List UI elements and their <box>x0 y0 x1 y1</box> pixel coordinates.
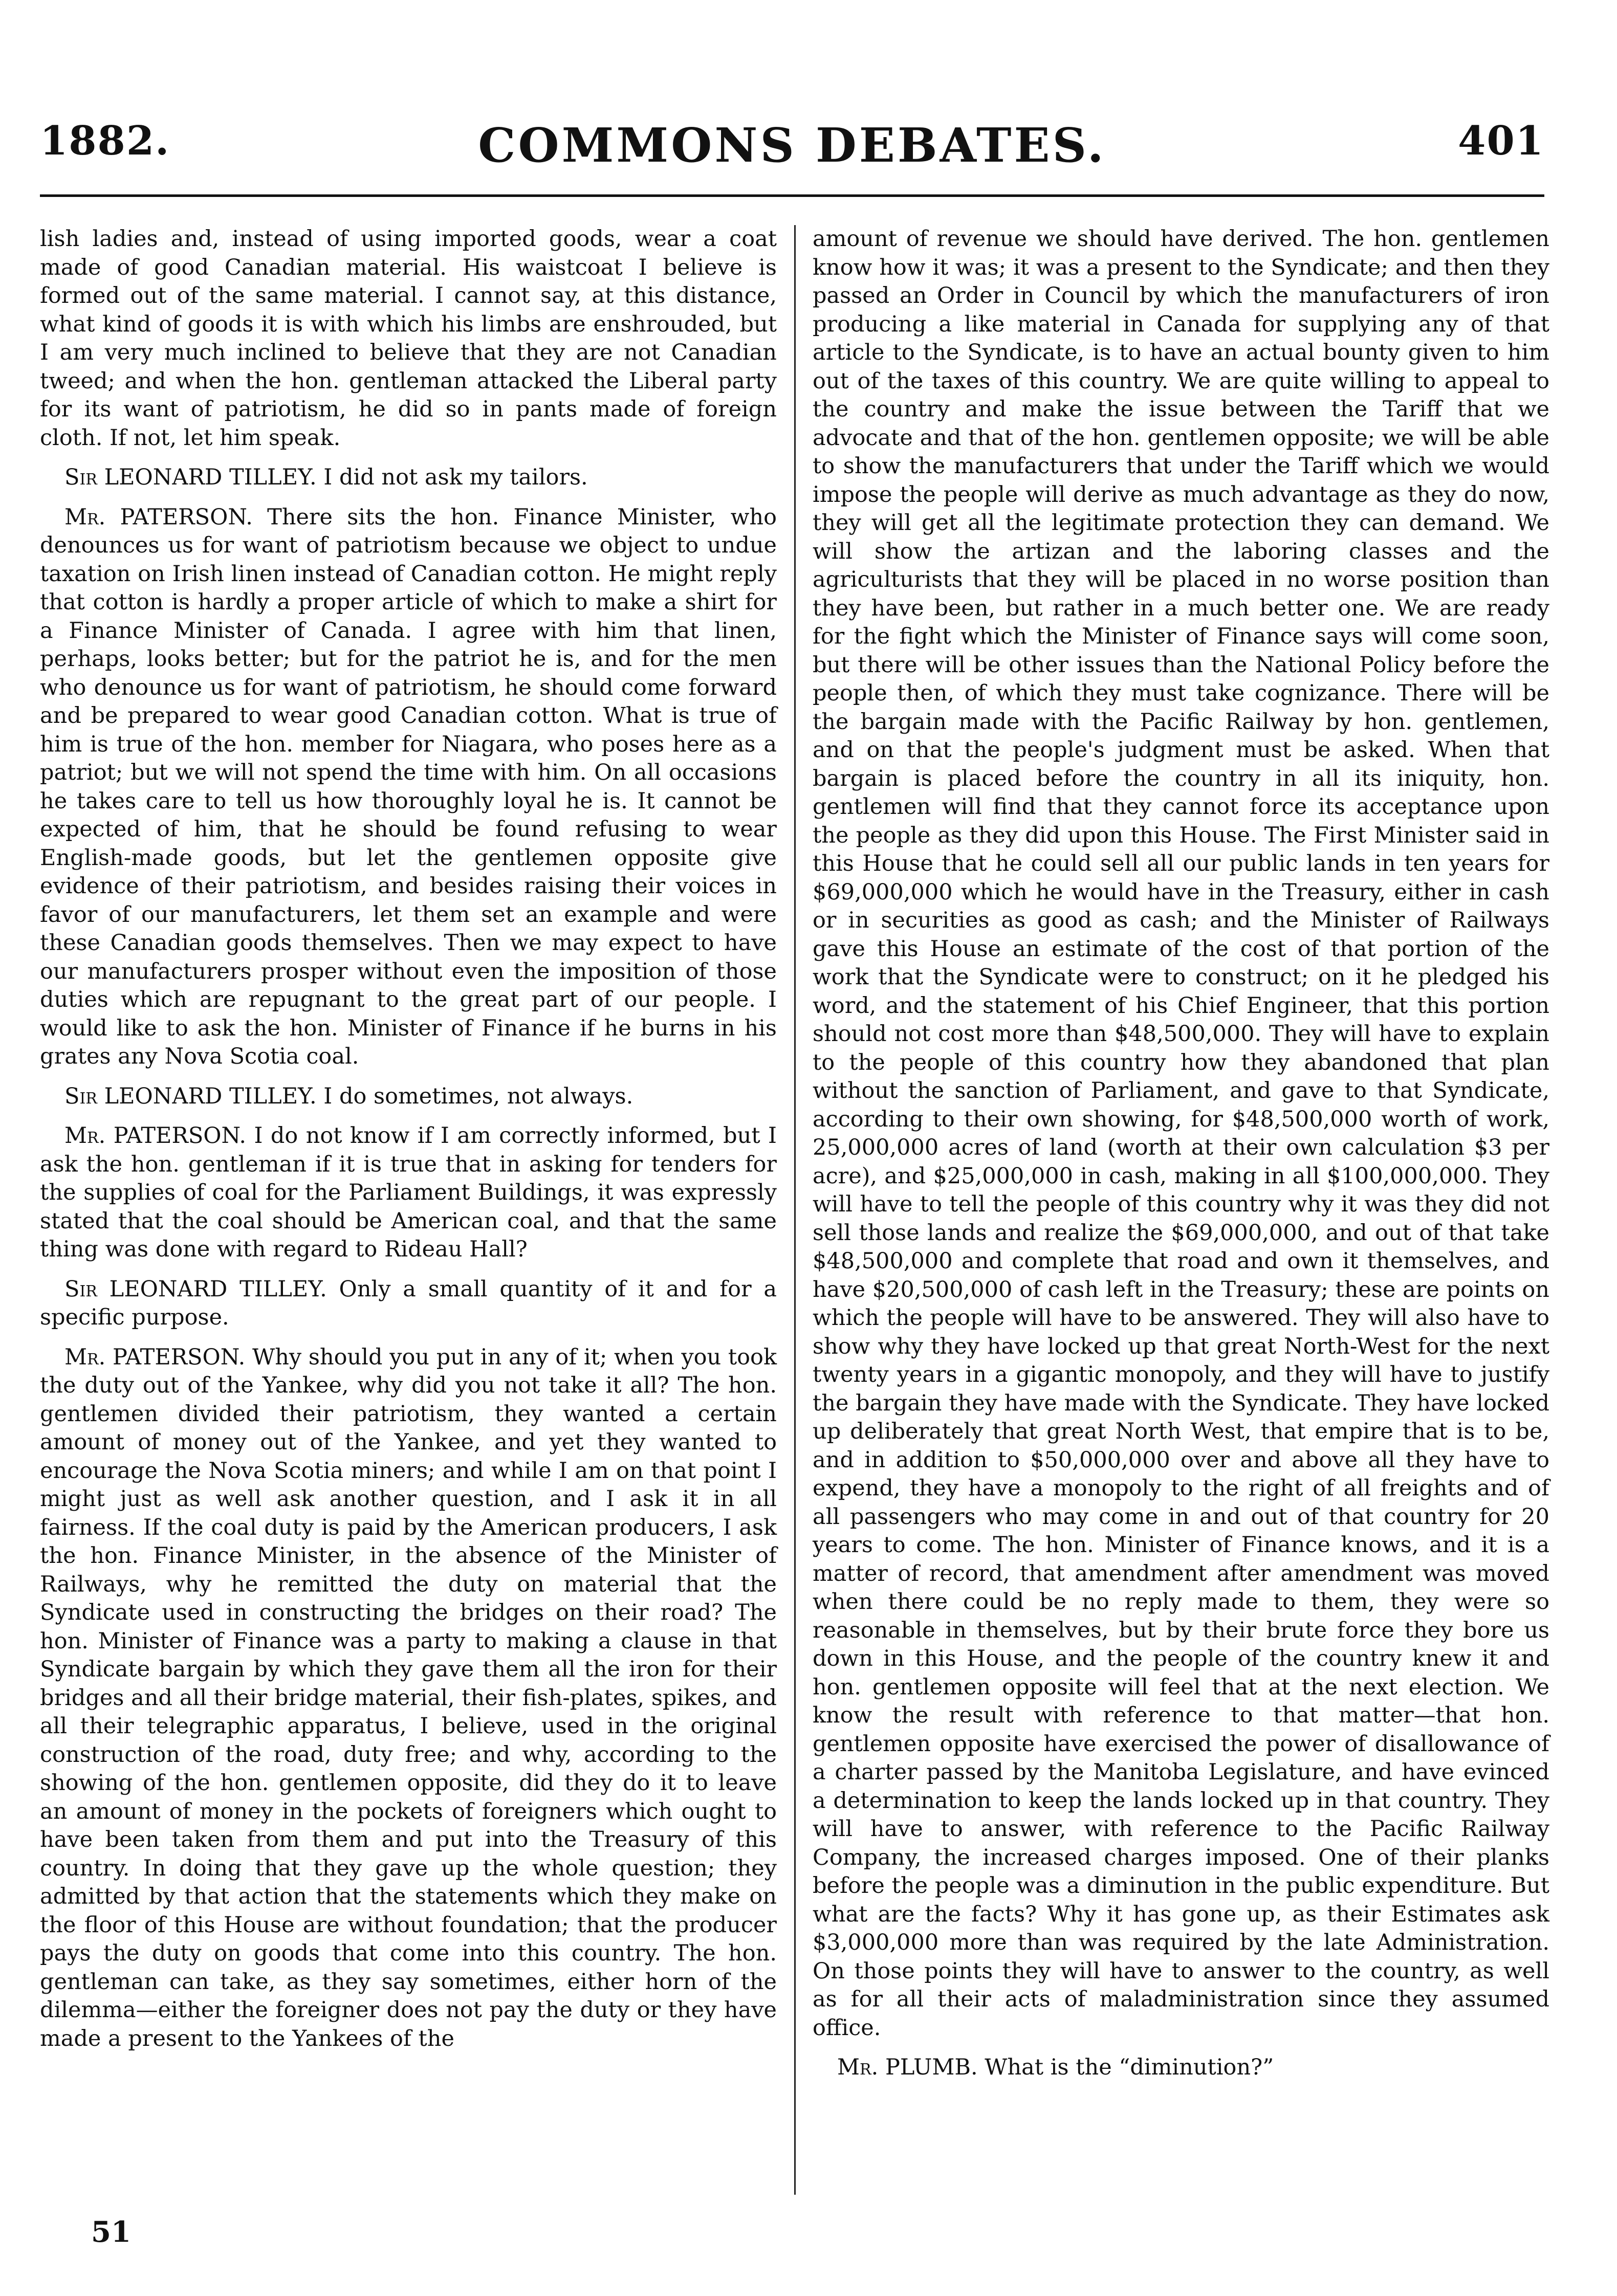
right-paragraph-2 <box>813 2054 1549 2082</box>
speaker-name: Mr. PATERSON. <box>64 504 253 530</box>
left-paragraph-1: lish ladies and, instead of using imported goods, wear a coat made of good Canadian material. His waistcoat I believe is formed out of the same material. I cannot say, at this distance, what kind of goods it is with which his limbs are enshrouded, but I am very much inclined to believe that they are not Canadian tweed; and when the hon. gentleman attacked the Liberal party for its want of patriotism, he did so in pants made of foreign cloth. If not, let him speak. <box>40 226 777 451</box>
speech-text: I did not ask my tailors. <box>316 465 588 490</box>
signature-mark: 51 <box>91 2215 131 2249</box>
speaker-name: Mr. PLUMB. <box>837 2055 978 2080</box>
right-column <box>813 225 1549 2089</box>
column-divider <box>794 225 796 2195</box>
speech-text: Only a small quantity of it and for a specific purpose. <box>40 1276 777 1330</box>
speaker-name: Mr. PATERSON. <box>64 1123 247 1149</box>
speech-text: What is the “diminution?” <box>977 2055 1274 2080</box>
left-paragraph-4 <box>40 1083 777 1111</box>
speaker-name: Sir LEONARD TILLEY. <box>64 465 317 490</box>
speech-text: I do not know if I am correctly informed, but I ask the hon. gentleman if it is true that in asking for tenders for the supplies of coal for the Parliament Buildings, it was expressly stated that the coal should be American coal, and that the same thing was done with regard to Rideau Hall? <box>40 1123 777 1262</box>
left-paragraph-3 <box>40 503 777 1071</box>
left-column <box>40 225 777 2060</box>
right-paragraph-1: amount of revenue we should have derived. The hon. gentlemen know how it was; it was a present to the Syndicate; and then they passed an Order in Council by which the manufacturers of iron producing a like material in Canada for supplying any of that article to the Syndicate, is to have an actual bounty given to him out of the taxes of this country. We are quite willing to appeal to the country and make the issue between the Tariff that we advocate and that of the hon. gentlemen opposite; we will be able to show the manufacturers that under the Tariff which we would impose the people will derive as much advantage as they do now, they will get all the legitimate protection they can demand. We will show the artizan and the laboring classes and the agriculturists that they will be placed in no worse position than they have been, but rather in a much better one. We are ready for the fight which the Minister of Finance says will come soon, but there will be other issues than the National Policy before the people then, of which they must take cognizance. There will be the bargain made with the Pacific Railway by hon. gentlemen, and on that the people's judgment must be asked. When that bargain is placed before the country in all its iniquity, hon. gentlemen will find that they cannot force its acceptance upon the people as they did upon this House. The First Minister said in this House that he could sell all our public lands in ten years for $69,000,000 which he would have in the Treasury, either in cash or in securities as good as cash; and the Minister of Railways gave this House an estimate of the cost of that portion of the work that the Syndicate were to construct; on it he pledged his word, and the statement of his Chief Engineer, that this portion should not cost more than $48,500,000. They will have to explain to the people of this country how they abandoned that plan without the sanction of Parliament, and gave to that Syndicate, according to their own showing, for $48,500,000 worth of work, 25,000,000 acres of land (worth at their own calculation $3 per acre), and $25,000,000 in cash, making in all $100,000,000. They will have to tell the people of this country why it was they did not sell those lands and realize the $69,000,000, and out of that take $48,500,000 and complete that road and own it themselves, and have $20,500,000 of cash left in the Treasury; these are points on which the people will have to be answered. They will also have to show why they have locked up that great North-West for the next twenty years in a gigantic monopoly, and they will have to justify the bargain they have made with the Syndicate. They have locked up deliberately that great North West, that empire that is to be, and in addition to $50,000,000 over and above all they have to expend, they have a monopoly to the right of all freights and of all passengers who may come in and out of that country for 20 years to come. The hon. Minister of Finance knows, and it is a matter of record, that amendment after amendment was moved when there could be no reply made to them, they were so reasonable in themselves, but by their brute force they bore us down in this House, and the people of the country knew it and hon. gentlemen opposite will feel that at the next election. We know the result with reference to that matter—that hon. gentlemen opposite have exercised the power of disallowance of a charter passed by the Manitoba Legislature, and have evinced a determination to keep the lands locked up in that country. They will have to answer, with reference to the Pacific Railway Company, the increased charges imposed. One of their planks before the people was a diminution in the public expenditure. But what are the facts? Why it has gone up, as their Estimates ask $3,000,000 more than was required by the late Administration. On those points they will have to answer to the country, as well as for all their acts of maladministration since they assumed office. <box>813 226 1549 2041</box>
speech-text: I do sometimes, not always. <box>316 1083 633 1109</box>
left-paragraph-6 <box>40 1275 777 1332</box>
speaker-name: Sir LEONARD TILLEY. <box>64 1083 317 1109</box>
left-paragraph-7 <box>40 1343 777 2054</box>
document-page <box>40 0 1549 2296</box>
header-page-number: 401 <box>1458 118 1544 164</box>
left-paragraph-2 <box>40 463 777 492</box>
left-paragraph-5 <box>40 1122 777 1264</box>
header-year: 1882. <box>40 118 170 164</box>
speech-text: Why should you put in any of it; when you took the duty out of the Yankee, why did you not take it all? The hon. gentlemen divided their patriotism, they wanted a certain amount of money out of the Yankee, and yet they wanted to encourage the Nova Scotia miners; and while I am on that point I might just as well ask another question, and I ask it in all fairness. If the coal duty is paid by the American producers, I ask the hon. Finance Minister, in the absence of the Minister of Railways, why he remitted the duty on material that the Syndicate used in constructing the bridges on their road? The hon. Minister of Finance was a party to making a clause in that Syndicate bargain by which they gave them all the iron for their bridges and all their bridge material, their fish-plates, spikes, and all their telegraphic apparatus, I believe, used in the original construction of the road, duty free; and why, according to the showing of the hon. gentlemen opposite, did they do it to leave an amount of money in the pockets of foreigners which ought to have been taken from them and put into the Treasury of this country. In doing that they gave up the whole question; they admitted by that action that the statements which they make on the floor of this House are without foundation; that the producer pays the duty on goods that come into this country. The hon. gentleman can take, as they say sometimes, either horn of the dilemma—either the foreigner does not pay the duty or they have made a present to the Yankees of the <box>40 1344 777 2051</box>
speaker-name: Mr. PATERSON. <box>64 1344 246 1370</box>
header-rule <box>40 194 1544 197</box>
page-header <box>40 118 1544 174</box>
speech-text: There sits the hon. Finance Minister, who denounces us for want of patriotism because we object to undue taxation on Irish linen instead of Canadian cotton. He might reply that cotton is hardly a proper article of which to make a shirt for a Finance Minister of Canada. I agree with him that linen, perhaps, looks better; but for the patriot he is, and for the men who denounce us for want of patriotism, he should come forward and be prepared to wear good Canadian cotton. What is true of him is true of the hon. member for Niagara, who poses here as a patriot; but we will not spend the time with him. On all occasions he takes care to tell us how thoroughly loyal he is. It cannot be expected of him, that he should be found refusing to wear English-made goods, but let the gentlemen opposite give evidence of their patriotism, and besides raising their voices in favor of our manufacturers, let them set an example and were these Canadian goods themselves. Then we may expect to have our manufacturers prosper without even the imposition of those duties which are repugnant to the great part of our people. I would like to ask the hon. Minister of Finance if he burns in his grates any Nova Scotia coal. <box>40 504 777 1069</box>
header-title: COMMONS DEBATES. <box>478 118 1106 173</box>
speaker-name: Sir LEONARD TILLEY. <box>64 1276 327 1302</box>
